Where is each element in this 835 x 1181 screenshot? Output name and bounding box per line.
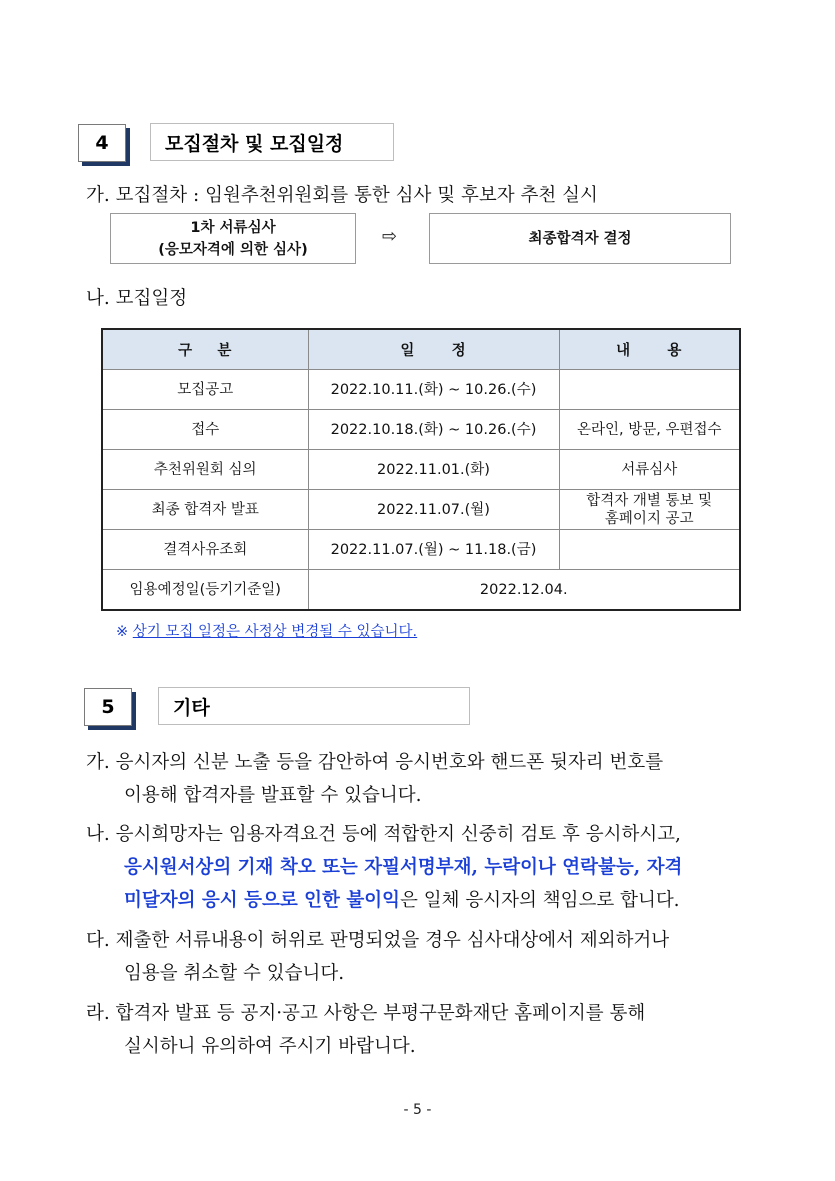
section-5-item-d-line-2: 실시하니 유의하여 주시기 바랍니다. xyxy=(124,1036,416,1057)
table-row xyxy=(102,450,740,490)
flow-step-2-label: 최종합격자 결정 xyxy=(528,230,632,247)
section-5-item-d-line-1: 라. 합격자 발표 등 공지·공고 사항은 부평구문화재단 홈페이지를 통해 xyxy=(86,1003,646,1024)
row-date: 2022.10.18.(화) ~ 10.26.(수) xyxy=(308,410,559,450)
schedule-table xyxy=(101,328,741,611)
section-5-item-a-line-2: 이용해 합격자를 발표할 수 있습니다. xyxy=(124,785,422,806)
flow-step-1 xyxy=(110,213,356,264)
section-4-item-b: 나. 모집일정 xyxy=(86,288,188,309)
section-5-item-b-line-2: 응시원서상의 기재 착오 또는 자필서명부재, 누락이나 연락불능, 자격 xyxy=(124,857,683,878)
row-date: 2022.11.07.(월) ~ 11.18.(금) xyxy=(308,530,559,570)
row-content-line-1: 합격자 개별 통보 및 xyxy=(586,492,713,509)
section-4-title: 모집절차 및 모집일정 xyxy=(150,123,394,161)
section-5-item-b-line-3-highlight: 미달자의 응시 등으로 인한 불이익 xyxy=(124,890,400,911)
section-5-item-a-line-1: 가. 응시자의 신분 노출 등을 감안하여 응시번호와 핸드폰 뒷자리 번호를 xyxy=(86,752,664,773)
section-4-item-a: 가. 모집절차 : 임원추천위원회를 통한 심사 및 후보자 추천 실시 xyxy=(86,185,598,206)
section-4-number: 4 xyxy=(78,124,126,162)
header-schedule: 일 정 xyxy=(308,329,559,370)
header-category: 구 분 xyxy=(102,329,308,370)
schedule-note xyxy=(116,620,417,641)
section-5-number: 5 xyxy=(84,688,132,726)
section-5-item-c-line-1: 다. 제출한 서류내용이 허위로 판명되었을 경우 심사대상에서 제외하거나 xyxy=(86,930,670,951)
row-date: 2022.12.04. xyxy=(308,570,740,611)
table-row xyxy=(102,370,740,410)
row-date: 2022.10.11.(화) ~ 10.26.(수) xyxy=(308,370,559,410)
row-category: 추천위원회 심의 xyxy=(102,450,308,490)
section-5-title: 기타 xyxy=(158,687,470,725)
table-row xyxy=(102,410,740,450)
row-content-line-2: 홈페이지 공고 xyxy=(604,510,694,527)
table-header-row xyxy=(102,329,740,370)
row-content xyxy=(559,530,740,570)
row-category: 결격사유조회 xyxy=(102,530,308,570)
row-content xyxy=(559,370,740,410)
flow-step-1-line-2: (응모자격에 의한 심사) xyxy=(158,241,308,258)
row-category: 임용예정일(등기기준일) xyxy=(102,570,308,611)
header-content: 내 용 xyxy=(559,329,740,370)
section-5-item-b-line-1: 나. 응시희망자는 임용자격요건 등에 적합한지 신중히 검토 후 응시하시고, xyxy=(86,824,681,845)
flow-step-1-line-1: 1차 서류심사 xyxy=(190,219,276,236)
table-row xyxy=(102,490,740,530)
row-content: 온라인, 방문, 우편접수 xyxy=(559,410,740,450)
flow-step-2 xyxy=(429,213,731,264)
table-row xyxy=(102,530,740,570)
row-content: 서류심사 xyxy=(559,450,740,490)
note-mark: ※ xyxy=(116,624,129,640)
section-5-item-c-line-2: 임용을 취소할 수 있습니다. xyxy=(124,963,345,984)
section-5-item-b-line-3 xyxy=(124,886,680,912)
note-text: 상기 모집 일정은 사정상 변경될 수 있습니다. xyxy=(132,624,418,640)
table-row xyxy=(102,570,740,611)
row-date: 2022.11.01.(화) xyxy=(308,450,559,490)
section-5-item-b-line-3-rest: 은 일체 응시자의 책임으로 합니다. xyxy=(399,890,680,911)
arrow-right-icon: ⇨ xyxy=(382,226,398,247)
row-content xyxy=(559,490,740,530)
row-category: 최종 합격자 발표 xyxy=(102,490,308,530)
row-category: 접수 xyxy=(102,410,308,450)
row-date: 2022.11.07.(월) xyxy=(308,490,559,530)
row-category: 모집공고 xyxy=(102,370,308,410)
page-number: - 5 - xyxy=(403,1102,432,1118)
